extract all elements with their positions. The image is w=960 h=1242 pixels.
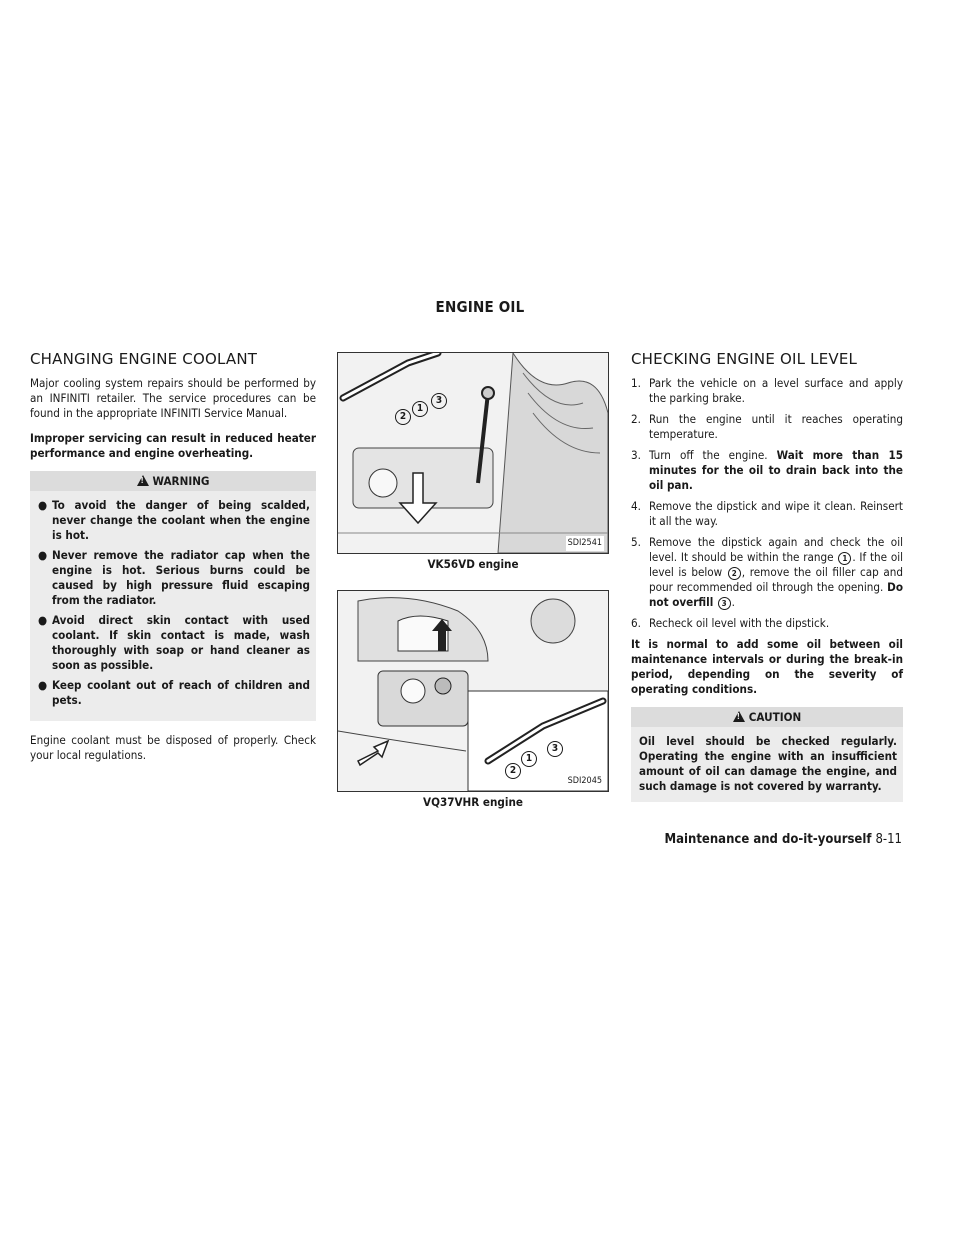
left-column (30, 352, 316, 773)
coolant-heading: CHANGING ENGINE COOLANT (30, 350, 258, 368)
step-item: 3. Turn off the engine. Wait more than 15 minutes for the oil to drain back into the oil pan. (631, 448, 903, 492)
warning-item: ● Avoid direct skin contact with used coolant. If skin contact is made, wash thoroughly with soap or hand cleaner as soon as possible. (38, 613, 310, 672)
oil-level-heading: CHECKING ENGINE OIL LEVEL (631, 350, 858, 368)
page-footer (664, 832, 902, 847)
marker-1: 1 (521, 751, 537, 767)
bullet-icon: ● (38, 498, 48, 512)
coolant-para-3: Engine coolant must be disposed of properly. Check your local regulations. (30, 733, 316, 762)
marker-3: 3 (431, 393, 447, 409)
figure-caption-vq37vhr: VQ37VHR engine (423, 795, 523, 809)
figure-column (337, 352, 609, 810)
figure-caption-vk56vd: VK56VD engine (427, 557, 519, 571)
marker-2: 2 (728, 567, 741, 580)
caution-title: CAUTION (748, 710, 802, 724)
step-item: 1. Park the vehicle on a level surface and apply the parking brake. (631, 376, 903, 405)
bullet-icon: ● (38, 678, 48, 692)
engine-illustration-vq37vhr (338, 591, 608, 791)
marker-2: 2 (395, 409, 411, 425)
step-item: 4. Remove the dipstick and wipe it clean. Reinsert it all the way. (631, 499, 903, 528)
coolant-para-1: Major cooling system repairs should be performed by an INFINITI retailer. The service procedures can be found in the appropriate INFINITI Service Manual. (30, 376, 316, 420)
caution-header (631, 707, 903, 727)
marker-1: 1 (412, 401, 428, 417)
warning-icon (137, 475, 149, 486)
bullet-icon: ● (38, 548, 48, 562)
figure-code: SDI2045 (566, 774, 604, 789)
step-item: 5. Remove the dipstick again and check the oil level. It should be within the range 1 . If the oil level is below 2 , remove the oil filler cap and pour recommended oil through the opening. Do not overfill 3 . (631, 535, 904, 609)
footer-label: Maintenance and do-it-yourself (664, 832, 872, 847)
bullet-icon: ● (38, 613, 48, 627)
warning-box (30, 491, 316, 721)
caution-box (631, 727, 903, 802)
warning-title: WARNING (152, 474, 210, 488)
figure-code: SDI2541 (566, 536, 604, 551)
warning-item: ● Never remove the radiator cap when the engine is hot. Serious burns could be caused by high pressure fluid escaping from the radiator. (38, 548, 310, 607)
marker-3: 3 (718, 597, 731, 610)
warning-item: ● Keep coolant out of reach of children and pets. (38, 678, 310, 707)
oil-note: It is normal to add some oil between oil maintenance intervals or during the break-in period, depending on the severity of operating conditions. (631, 637, 903, 696)
marker-3: 3 (547, 741, 563, 757)
marker-1: 1 (838, 552, 851, 565)
engine-illustration-vk56vd (338, 353, 608, 553)
caution-icon (733, 711, 745, 722)
warning-item: ● To avoid the danger of being scalded, never change the coolant when the engine is hot. (38, 498, 310, 542)
step-item: 2. Run the engine until it reaches operating temperature. (631, 412, 903, 441)
figure-vq37vhr (337, 590, 609, 792)
marker-2: 2 (505, 763, 521, 779)
page-number: 8-11 (875, 832, 902, 847)
step-item: 6. Recheck oil level with the dipstick. (631, 616, 830, 630)
figure-vk56vd (337, 352, 609, 554)
section-title: ENGINE OIL (435, 298, 525, 316)
right-column (631, 352, 903, 814)
warning-header (30, 471, 316, 491)
caution-text: Oil level should be checked regularly. Operating the engine with an insufficient amount of oil can damage the engine, and such damage is not covered by warranty. (639, 734, 897, 793)
coolant-para-2: Improper servicing can result in reduced heater performance and engine overheating. (30, 431, 316, 460)
